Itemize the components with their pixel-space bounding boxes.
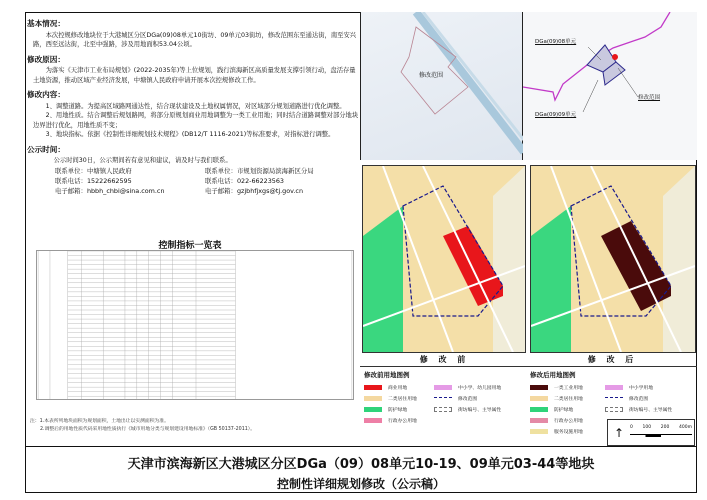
legend-label: 中小学、幼儿园用地 <box>458 385 502 391</box>
legend-item <box>605 382 695 392</box>
map-before-graphic <box>363 166 525 352</box>
legend-swatch <box>434 407 452 412</box>
legend-swatch <box>364 418 382 423</box>
site-aerial-map <box>360 12 523 160</box>
legend-swatch <box>364 407 382 412</box>
note: 2.调整后的用地性质代码采用地性质执行《城市用地分类与规划建设用地标准》（GB 50137-2011）。 <box>40 427 255 432</box>
caption-after: 修 改 后 <box>587 355 638 364</box>
legend-label: 防护绿地 <box>388 407 408 413</box>
content-item: 3、地块指标。依据《控制性详细规划技术规程》(DB12/T 1116-2021)等标准要求，对指标进行调整。 <box>45 131 335 138</box>
legend-label: 修改范围 <box>458 396 478 402</box>
contact-phone: 联系电话：15222662595 <box>55 176 132 185</box>
legend-label: 街坊编号、主导属性 <box>458 407 502 413</box>
location-map <box>523 12 697 160</box>
legend-item <box>364 393 434 403</box>
legend-swatch <box>364 385 382 390</box>
scale-bar <box>607 419 695 446</box>
scale-tick: 100 <box>642 425 652 430</box>
legend-label: 服务设施用地 <box>554 429 583 435</box>
reason-text: 为落实《天津市工业布局规划》(2022-2035年)等上位规划，践行滨海新区高质量发展支撑引领行动，盘活存量土地资源，推动区域产业经济发展，中塘镇人民政府申请开展本次控规修改工作。 <box>33 67 356 84</box>
area-label: 修改范围 <box>419 72 444 79</box>
legend-swatch <box>605 407 623 412</box>
contacts <box>27 166 360 196</box>
title-line2: 控制性详细规划修改（公示稿） <box>276 477 445 491</box>
legend-label: 防护绿地 <box>554 407 574 413</box>
legend-item <box>530 393 605 403</box>
legend-item <box>605 404 695 414</box>
contact-email[interactable]: 电子邮箱：hbbh_chbi@sina.com.cn <box>55 186 165 195</box>
legend-item <box>605 393 695 403</box>
location-map-graphic <box>523 12 697 160</box>
legend-swatch <box>605 385 623 390</box>
contact-email[interactable]: 电子邮箱：gzjbhfjxgs@tj.gov.cn <box>205 186 303 195</box>
legend-after-title: 修改后用地图例 <box>530 371 576 379</box>
legend-swatch <box>364 396 382 401</box>
north-arrow-icon: ↑ <box>614 426 625 440</box>
contact-unit: 联系单位：中塘镇人民政府 <box>55 166 132 175</box>
content-heading: 修改内容： <box>27 90 65 99</box>
caption-before: 修 改 前 <box>419 355 470 364</box>
table-title: 控制指标一览表 <box>158 241 222 251</box>
legend-item <box>530 426 605 436</box>
legend-label: 中小学用地 <box>629 385 653 391</box>
legend-item <box>364 382 434 392</box>
legend-swatch <box>530 418 548 423</box>
contact-unit: 联系单位：市规划资源局滨海新区分局 <box>205 166 314 175</box>
scale-tick: 200 <box>660 425 670 430</box>
legend-label: 街坊编号、主导属性 <box>629 407 673 413</box>
note: 注：1.本表所列地块面积为规划面积，土地出让以实测面积为准。 <box>30 419 169 424</box>
legend-item <box>434 404 524 414</box>
map-after-graphic <box>531 166 695 352</box>
unit08-label: DGa(09)08单元 <box>535 39 577 45</box>
legend-before <box>364 370 524 426</box>
scale-tick: 0 <box>630 425 633 430</box>
legend-swatch <box>605 397 623 399</box>
publicity-text: 公示时间30日，公示期间若有意见和建议，请及时与我们联系。 <box>53 157 232 164</box>
legend-label: 商业用地 <box>388 385 408 391</box>
legend-label: 修改范围 <box>629 396 649 402</box>
range-label: 修改范围 <box>638 95 661 101</box>
legend-label: 行政办公用地 <box>554 418 583 424</box>
title-line1: 天津市滨海新区大港城区分区DGa（09）08单元10-19、09单元03-44等地块 <box>127 457 595 472</box>
scale-tick: 400m <box>678 425 692 430</box>
legend-label: 行政办公用地 <box>388 418 417 424</box>
map-before <box>362 165 526 353</box>
legend-swatch <box>530 429 548 434</box>
legend-swatch <box>434 397 452 399</box>
control-index-table <box>36 250 354 400</box>
contact-phone: 联系电话：022-66223563 <box>205 176 284 185</box>
legend-swatch <box>530 407 548 412</box>
site-map-graphic <box>361 12 524 160</box>
legend-item <box>434 382 524 392</box>
legend-area <box>360 366 697 446</box>
title-block <box>25 446 697 493</box>
legend-label: 二类居住用地 <box>388 396 417 402</box>
publicity-heading: 公示时间： <box>27 144 65 154</box>
content-item: 1、调整道路。为提高区域路网通达性，结合现状建设及土地权属情况，对区域部分规划道路进行优化调整。 <box>45 102 346 110</box>
legend-item <box>434 393 524 403</box>
legend-before-title: 修改前用地图例 <box>364 371 410 379</box>
basic-text: 本次控规修改地块位于大港城区分区DGa(09)08单元10街坊、09单元03街坊，修改范围东至通达街，南至安兴路，西至远达街，北至中强路，涉及用地面积53.04公顷。 <box>33 31 357 48</box>
legend-item <box>530 404 605 414</box>
legend-item <box>364 415 434 425</box>
basic-heading: 基本情况： <box>27 19 65 28</box>
legend-label: 二类居住用地 <box>554 396 583 402</box>
legend-swatch <box>530 385 548 390</box>
legend-label: 一类工业用地 <box>554 385 583 391</box>
unit09-label: DGa(09)09单元 <box>535 112 577 118</box>
reason-heading: 修改原因： <box>27 54 65 64</box>
legend-swatch <box>530 396 548 401</box>
legend-swatch <box>434 385 452 390</box>
map-after <box>530 165 696 353</box>
legend-item <box>530 415 605 425</box>
table-notes <box>30 418 255 434</box>
legend-item <box>530 382 605 392</box>
content-item: 2、用地性质。结合调整后规划路网，将部分原规划商业用地调整为一类工业用地；同时结合道路调整对部分地块边界进行优化，用地性质不变； <box>33 112 359 129</box>
legend-item <box>364 404 434 414</box>
